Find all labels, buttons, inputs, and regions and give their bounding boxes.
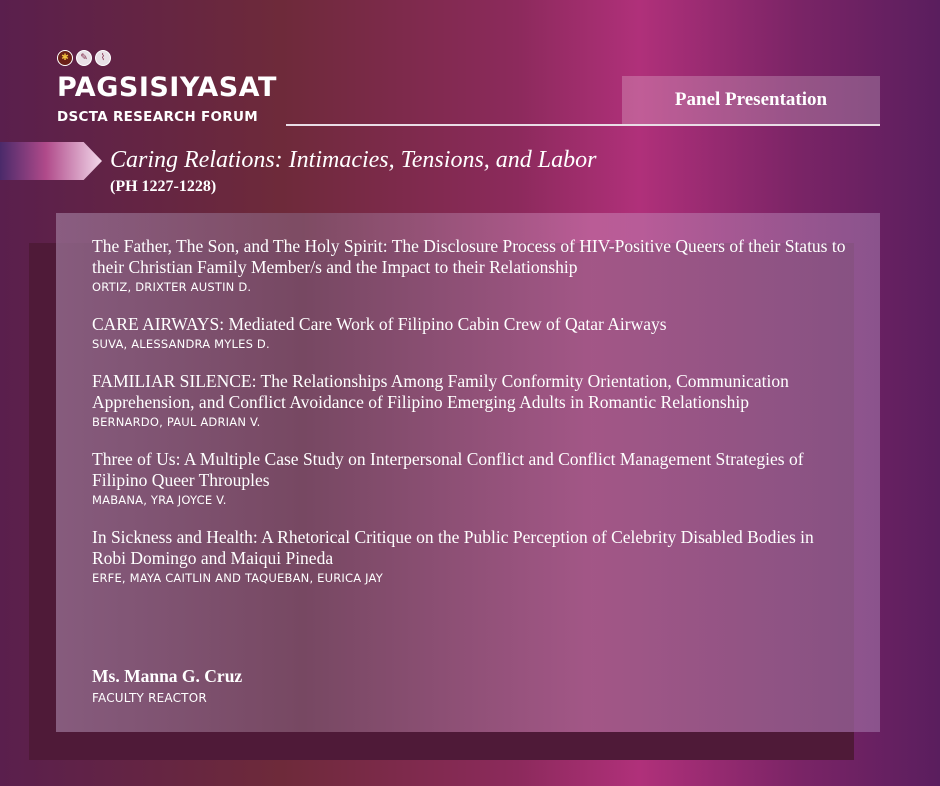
paper-author: ERFE, MAYA CAITLIN AND TAQUEBAN, EURICA JAY bbox=[92, 571, 383, 585]
list-item bbox=[92, 449, 852, 507]
paper-title: CARE AIRWAYS: Mediated Care Work of Filipino Cabin Crew of Qatar Airways bbox=[92, 314, 667, 334]
ribbon-icon: ⌇ bbox=[95, 50, 111, 66]
paper-author: MABANA, YRA JOYCE V. bbox=[92, 493, 227, 507]
arrow-icon bbox=[0, 142, 102, 180]
paper-author: ORTIZ, DRIXTER AUSTIN D. bbox=[92, 280, 252, 294]
list-item bbox=[92, 314, 852, 351]
partner-logos bbox=[57, 50, 111, 66]
list-item bbox=[92, 527, 852, 585]
header-divider bbox=[286, 124, 880, 126]
paper-list bbox=[92, 236, 852, 605]
faculty-reactor bbox=[92, 666, 242, 705]
paper-title: The Father, The Son, and The Holy Spirit: The Disclosure Process of HIV-Positive Queers of their Status to their Christian Family Member/s and the Impact to their Relationship bbox=[92, 236, 846, 277]
brand-title: PAGSISIYASAT bbox=[57, 72, 277, 103]
emblem-icon: ✎ bbox=[76, 50, 92, 66]
session-title: Caring Relations: Intimacies, Tensions, and Labor bbox=[110, 147, 597, 173]
brand-subtitle: DSCTA RESEARCH FORUM bbox=[57, 109, 258, 125]
session-code: (PH 1227-1228) bbox=[110, 178, 217, 195]
list-item bbox=[92, 236, 852, 294]
list-item bbox=[92, 371, 852, 429]
paper-author: BERNARDO, PAUL ADRIAN V. bbox=[92, 415, 261, 429]
paper-author: SUVA, ALESSANDRA MYLES D. bbox=[92, 337, 270, 351]
paper-title: FAMILIAR SILENCE: The Relationships Among Family Conformity Orientation, Communication Apprehension, and Conflict Avoidance of Filipino Emerging Adults in Romantic Relationship bbox=[92, 371, 789, 412]
panel-presentation-badge: Panel Presentation bbox=[622, 76, 880, 124]
paper-title: Three of Us: A Multiple Case Study on Interpersonal Conflict and Conflict Management Strategies of Filipino Queer Throuples bbox=[92, 449, 804, 490]
paper-title: In Sickness and Health: A Rhetorical Critique on the Public Perception of Celebrity Disabled Bodies in Robi Domingo and Maiqui Pineda bbox=[92, 527, 814, 568]
reactor-name: Ms. Manna G. Cruz bbox=[92, 666, 243, 686]
seal-icon: ✱ bbox=[57, 50, 73, 66]
reactor-role: FACULTY REACTOR bbox=[92, 691, 207, 705]
